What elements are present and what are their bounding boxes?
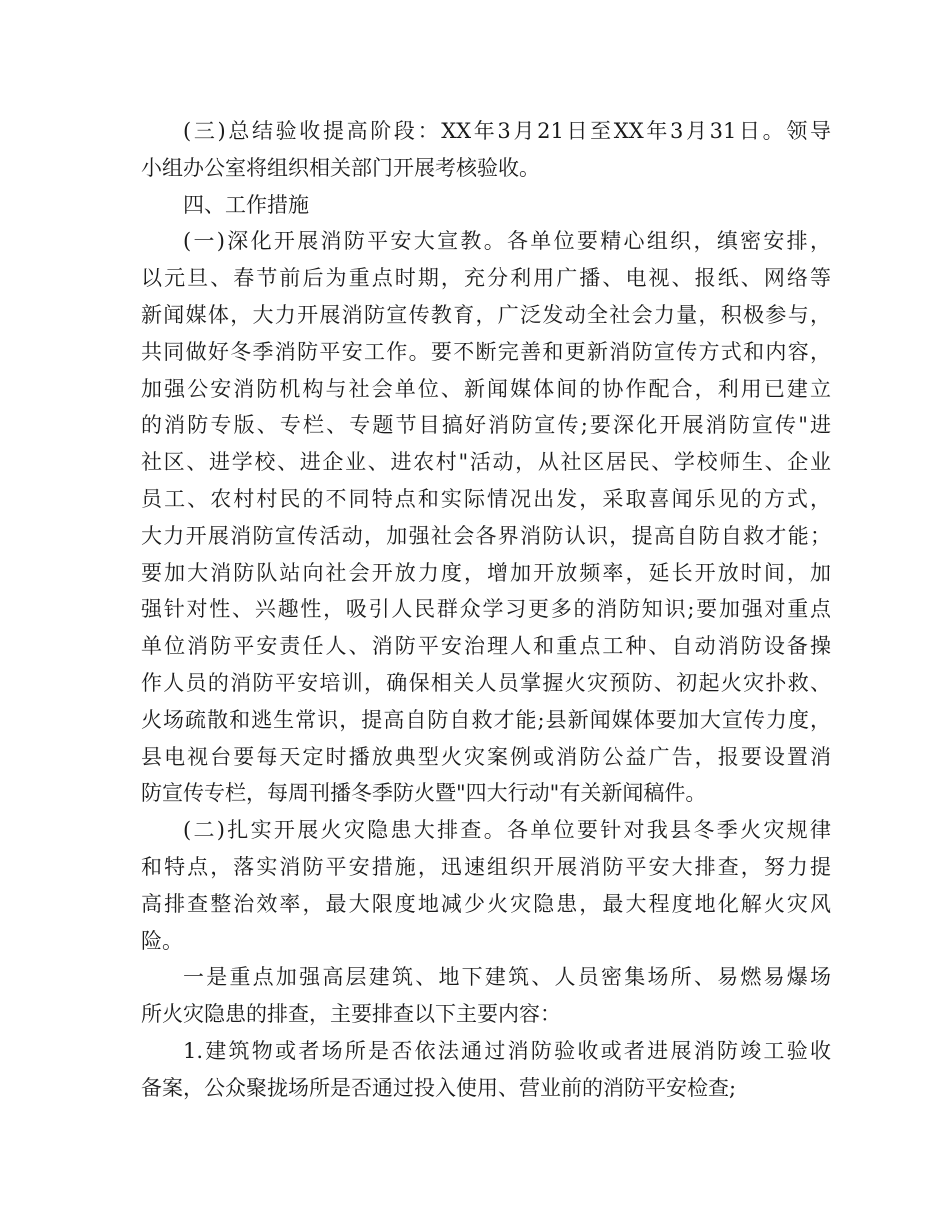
paragraph-line: 1.建筑物或者场所是否依法通过消防验收或者进展消防竣工验收: [183, 1038, 831, 1063]
paragraph-line: 大力开展消防宣传活动，加强社会各界消防认识，提高自防自救才能；: [141, 523, 831, 548]
paragraph-line: 备案，公众聚拢场所是否通过投入使用、营业前的消防平安检查;: [141, 1075, 737, 1100]
paragraph-line: 强针对性、兴趣性，吸引人民群众学习更多的消防知识;要加强对重点: [141, 597, 831, 622]
paragraph-line: 小组办公室将组织相关部门开展考核验收。: [141, 155, 540, 180]
paragraph-line: 社区、进学校、进企业、进农村"活动，从社区居民、学校师生、企业: [141, 450, 831, 475]
paragraph-line: 以元旦、春节前后为重点时期，充分利用广播、电视、报纸、网络等: [141, 266, 831, 291]
paragraph-line: 作人员的消防平安培训，确保相关人员掌握火灾预防、初起火灾扑救、: [141, 670, 831, 695]
paragraph-line: 和特点，落实消防平安措施，迅速组织开展消防平安大排查，努力提: [141, 854, 831, 879]
paragraph-line: 新闻媒体，大力开展消防宣传教育，广泛发动全社会力量，积极参与，: [141, 302, 831, 327]
paragraph-line: 高排查整治效率，最大限度地减少火灾隐患，最大程度地化解火灾风: [141, 891, 831, 916]
paragraph-line: 加强公安消防机构与社会单位、新闻媒体间的协作配合，利用已建立: [141, 376, 831, 401]
paragraph-line: 共同做好冬季消防平安工作。要不断完善和更新消防宣传方式和内容，: [141, 339, 831, 364]
section-heading: 四、工作措施: [183, 192, 309, 217]
paragraph-line: 要加大消防队站向社会开放力度，增加开放频率，延长开放时间，加: [141, 560, 831, 585]
paragraph-line: 的消防专版、专栏、专题节目搞好消防宣传;要深化开展消防宣传"进: [141, 413, 831, 438]
paragraph-line: 火场疏散和逃生常识，提高自防自救才能;县新闻媒体要加大宣传力度，: [141, 707, 831, 732]
paragraph-line: 防宣传专栏，每周刊播冬季防火暨"四大行动"有关新闻稿件。: [141, 781, 707, 806]
paragraph-line: 县电视台要每天定时播放典型火灾案例或消防公益广告，报要设置消: [141, 744, 831, 769]
paragraph-line: 一是重点加强高层建筑、地下建筑、人员密集场所、易燃易爆场: [183, 965, 831, 990]
paragraph-line: (二)扎实开展火灾隐患大排查。各单位要针对我县冬季火灾规律: [183, 818, 831, 843]
paragraph-line: 单位消防平安责任人、消防平安治理人和重点工种、自动消防设备操: [141, 634, 831, 659]
paragraph-line: 险。: [141, 928, 183, 953]
paragraph-line: (一)深化开展消防平安大宣教。各单位要精心组织，缜密安排，: [183, 229, 831, 254]
paragraph-line: (三)总结验收提高阶段：XX年3月21日至XX年3月31日。领导: [183, 119, 831, 143]
paragraph-line: 员工、农村村民的不同特点和实际情况出发，采取喜闻乐见的方式，: [141, 486, 831, 511]
paragraph-line: 所火灾隐患的排查，主要排查以下主要内容：: [141, 1002, 561, 1027]
document-body: [141, 113, 831, 1107]
